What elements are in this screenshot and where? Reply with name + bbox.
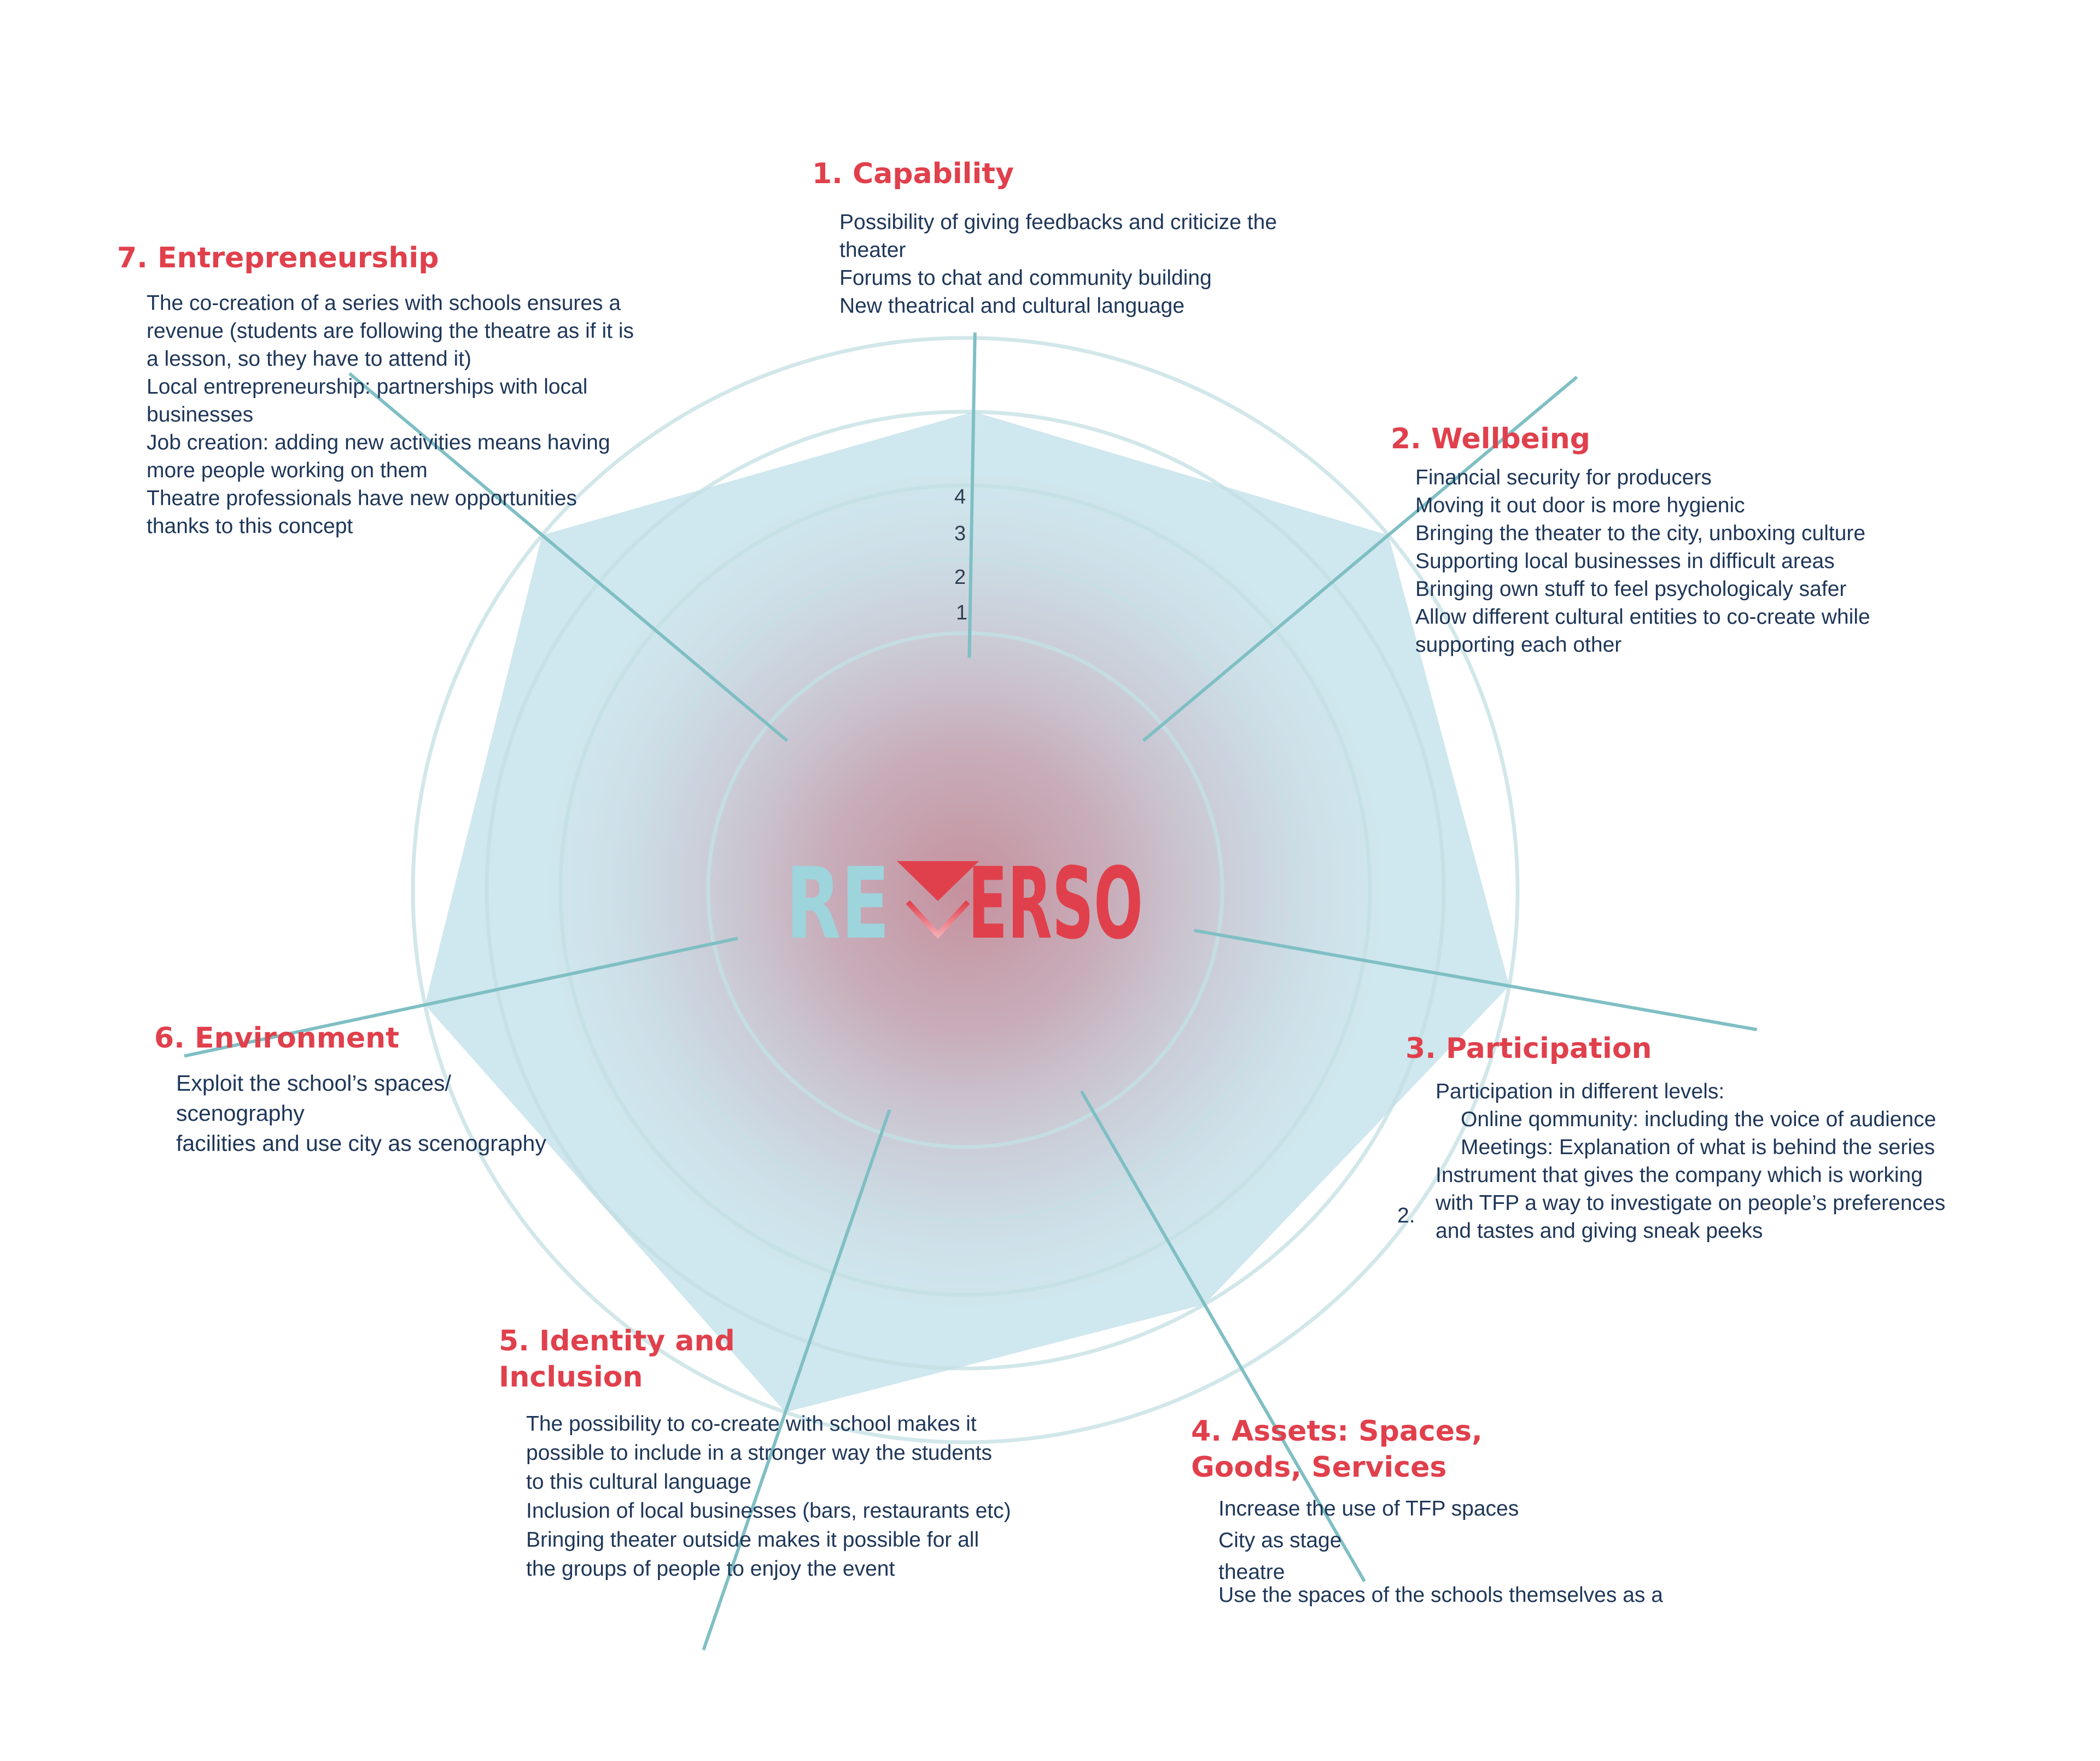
list-item: Possibility of giving feedbacks and criticize the [839,210,1277,234]
section-title: 3. Participation [1405,1032,1652,1065]
list-item: Financial security for producers [1415,466,1712,489]
list-item: Online qommunity: including the voice of audience [1461,1108,1936,1131]
list-item: revenue (students are following the theatre as if it is [147,319,634,343]
list-item: New theatrical and cultural language [839,294,1185,318]
section-identity [499,1323,1011,1583]
list-item: supporting each other [1415,633,1622,657]
list-item: thanks to this concept [147,514,353,538]
section-title-line2: Inclusion [499,1361,643,1394]
section-title: 7. Entrepreneurship [117,242,439,274]
list-item: scenography [176,1101,305,1126]
section-title: 6. Environment [154,1022,400,1055]
section-participation [1405,1031,1945,1245]
list-item: Local entrepreneurship: partnerships with local [147,375,588,399]
section-capability [812,156,1277,320]
section-entrepreneurship [117,240,634,540]
list-item: more people working on them [147,459,428,482]
list-item: businesses [147,403,254,426]
list-item: Use the spaces of the schools themselves as a [1218,1583,1663,1607]
logo-re: RE [786,847,890,961]
list-item: City as stage [1218,1529,1342,1552]
list-item: Allow different cultural entities to co-create while [1415,605,1870,629]
list-item: Moving it out door is more hygienic [1415,494,1745,517]
section-environment [154,1020,546,1159]
list-item: Theatre professionals have new opportunities [147,487,577,510]
stray-number: 2. [1397,1204,1415,1227]
list-item: and tastes and giving sneak peeks [1436,1219,1763,1243]
list-item: Instrument that gives the company which is working [1436,1163,1923,1187]
list-item: Supporting local businesses in difficult areas [1415,549,1835,573]
section-title-line2: Goods, Services [1191,1451,1447,1484]
list-item: Job creation: adding new activities means having [147,431,610,454]
list-item: Forums to chat and community building [839,266,1212,290]
list-item: with TFP a way to investigate on people’s preferences [1436,1191,1946,1215]
list-item: theatre [1218,1560,1285,1584]
list-item: theater [839,238,906,262]
section-title-line1: 5. Identity and [499,1325,735,1358]
scale-label-3: 3 [954,522,966,545]
list-item: Exploit the school’s spaces/ [176,1070,451,1096]
section-title: 1. Capability [812,157,1014,190]
scale-label-1: 1 [956,601,968,624]
score-polygon [425,412,1509,1412]
list-item: The possibility to co-create with school makes it [526,1412,977,1436]
section-assets [1191,1413,1663,1611]
list-item: Participation in different levels: [1436,1080,1725,1103]
list-item: The co-creation of a series with schools ensures a [147,291,621,315]
list-item: to this cultural language [526,1470,751,1494]
list-item: Bringing the theater to the city, unboxing culture [1415,522,1866,545]
section-wellbeing [1391,421,1870,659]
scale-label-4: 4 [954,485,966,508]
list-item: Increase the use of TFP spaces [1218,1497,1519,1520]
list-item: a lesson, so they have to attend it) [147,347,472,371]
list-item: possible to include in a stronger way the students [526,1441,993,1465]
list-item: Bringing theater outside makes it possible for all [526,1528,979,1552]
list-item: the groups of people to enjoy the event [526,1557,895,1581]
logo-erso: ERSO [968,847,1143,961]
list-item: Inclusion of local businesses (bars, restaurants etc) [526,1499,1011,1523]
list-item: Meetings: Explanation of what is behind the series [1461,1136,1935,1159]
list-item: facilities and use city as scenography [176,1131,546,1156]
scale-label-2: 2 [954,566,966,589]
section-title: 2. Wellbeing [1391,423,1591,455]
list-item: Bringing own stuff to feel psychologicaly safer [1415,577,1847,601]
section-title-line1: 4. Assets: Spaces, [1191,1415,1483,1448]
